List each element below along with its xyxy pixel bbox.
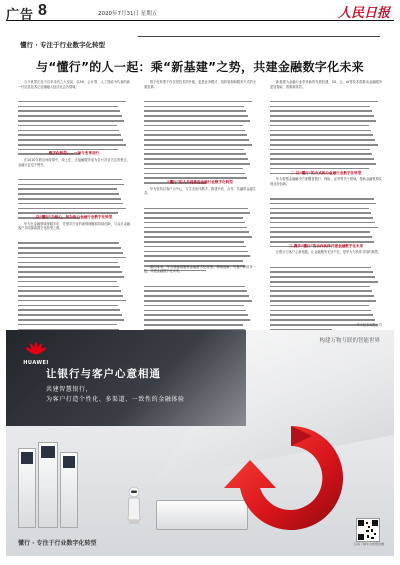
atm-kiosk: [60, 452, 78, 528]
body-text-block: [144, 198, 256, 265]
brand-name: HUAWEI: [23, 360, 49, 366]
text-line: [144, 295, 256, 300]
body-text-block: [18, 91, 130, 148]
text-line: [18, 115, 130, 120]
text-line: [144, 276, 256, 281]
ad-footer-tagline: 懂行 · 专注于行业数字化转型: [18, 540, 97, 547]
text-line: [18, 174, 130, 179]
text-line: [270, 281, 382, 286]
paragraph: 面向未来，华为将继续聚焦金融数字化转型，持续创新，与客户和伙伴一起，共建金融数字化未来。: [144, 264, 256, 274]
paragraph: 华为智慧金融解决方案覆盖银行、保险、证券等多个领域，帮助金融机构实现业务创新。: [270, 177, 382, 186]
text-line: [144, 281, 256, 286]
article-body: [18, 80, 382, 330]
masthead-logo: 人民日报: [337, 6, 390, 21]
body-text-block: [144, 276, 256, 330]
ad-slogan: 构建万物互联的智能世界: [319, 338, 380, 344]
advertisement: [6, 330, 394, 556]
divider: [138, 36, 380, 37]
text-line: [270, 193, 382, 198]
body-text-block: [270, 91, 382, 167]
page-number: 8: [38, 2, 47, 19]
text-line: [18, 276, 130, 281]
text-line: [270, 222, 382, 227]
text-line: [18, 252, 130, 257]
article-tagline-bar: [20, 32, 380, 49]
text-line: [144, 198, 256, 203]
article-column-2: [144, 80, 256, 330]
article-headline: 与“懂行”的人一起：乘“新基建”之势，共建金融数字化未来: [36, 60, 364, 74]
body-text-block: [18, 169, 130, 212]
paragraph: 数字化转型不仅仅是技术的升级，更是业务模式、组织架构和服务方式的全面变革。: [144, 80, 256, 89]
section-label: 广告: [6, 8, 35, 23]
subheading: 三 携手“懂行”的合作伙伴共建金融数字化未来: [288, 243, 364, 248]
text-line: [18, 233, 130, 238]
paragraph: 华为在金融领域深耕多年，凭借对行业的深刻理解和持续创新，与众多金融客户共同探索数字化转型之路。: [18, 221, 130, 231]
text-line: [144, 241, 256, 246]
article-column-1: [18, 80, 130, 330]
text-line: [18, 120, 130, 125]
paragraph: 让银行与客户心意相通，让金融服务无处不在，是华为与伙伴共同的愿景。: [276, 250, 382, 255]
huawei-flower-icon: [25, 342, 47, 360]
ad-title: 让银行与客户心意相通: [46, 368, 161, 380]
subheading: 数字化转型——一场与变革同行: [48, 151, 100, 156]
body-text-block: [144, 91, 256, 177]
text-line: [18, 295, 130, 300]
text-line: [144, 101, 256, 106]
text-line: [270, 96, 382, 101]
text-line: [18, 300, 130, 305]
text-line: [270, 198, 382, 203]
body-text-block: [270, 257, 382, 324]
body-text-block: [18, 233, 130, 328]
paragraph: 在2020年的这场疫情中，线上化、无接触服务成为各行各业关注的焦点，金融行业也不例外。: [18, 157, 130, 167]
page-header: [6, 4, 394, 21]
text-line: [18, 314, 130, 319]
text-line: [18, 139, 130, 144]
qr-code: [356, 518, 380, 542]
atm-kiosk: [18, 448, 36, 528]
text-line: [18, 319, 130, 324]
text-line: [144, 300, 256, 305]
paragraph: 当今世界正处于百年未有之大变局，以5G、云计算、人工智能为代表的新一代信息技术正加速融入经济社会各领域。: [18, 80, 130, 89]
ad-subtitle-2: 为客户打造个性化、多渠道、一致性的金融体验: [46, 396, 185, 403]
body-text-block: [270, 188, 382, 240]
text-line: [144, 236, 256, 241]
text-line: [270, 101, 382, 106]
article-tagline: 懂行 · 专注于行业数字化转型: [20, 41, 105, 49]
text-line: [270, 217, 382, 222]
service-robot-icon: [126, 486, 142, 526]
text-line: [270, 300, 382, 305]
text-line: [270, 276, 382, 281]
text-line: [270, 120, 382, 125]
text-line: [144, 120, 256, 125]
ad-subtitle-1: 共建智慧银行，: [46, 386, 93, 393]
text-line: [144, 163, 256, 168]
text-line: [18, 101, 130, 106]
text-line: [270, 144, 382, 149]
text-line: [270, 139, 382, 144]
subheading: 以“懂行”为核心，华为助力金融行业数字化转型: [35, 215, 113, 219]
brand-logo: [16, 342, 56, 366]
issue-date: 2020年7月31日 星期五: [98, 11, 158, 17]
text-line: [144, 139, 256, 144]
qr-caption: 扫码了解华为智慧金融: [353, 542, 384, 546]
subheading: 二 以“懂行”的方式助力金融行业数字化转型: [290, 170, 362, 175]
text-line: [144, 222, 256, 227]
text-line: [144, 115, 256, 120]
paragraph: 华为坚持以客户为中心，与生态伙伴携手，构建开放、合作、共赢的金融生态。: [144, 186, 256, 196]
text-line: [270, 115, 382, 120]
text-line: [144, 96, 256, 101]
text-line: [18, 179, 130, 184]
text-line: [18, 96, 130, 101]
text-line: [144, 324, 256, 329]
subheading: “懂行”的人共同推进金融行业数字化转型: [167, 180, 233, 185]
text-line: [18, 198, 130, 203]
text-line: [144, 217, 256, 222]
refresh-arrow-icon: [216, 414, 366, 544]
text-line: [144, 144, 256, 149]
text-line: [270, 257, 382, 262]
article-column-3: [270, 80, 382, 330]
text-line: [144, 319, 256, 324]
article-footnote: 华为技术有限公司: [356, 323, 382, 327]
atm-kiosk: [38, 442, 58, 528]
text-line: [18, 271, 130, 276]
text-line: [18, 193, 130, 198]
paragraph: 新基建为金融行业带来新的发展机遇，5G、云、AI等技术将推动金融服务更加智能、普惠和高效。: [270, 80, 382, 89]
